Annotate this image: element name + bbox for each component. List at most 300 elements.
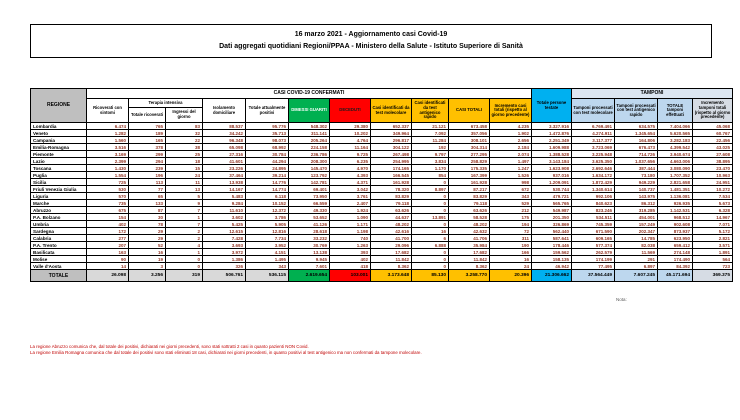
value-cell-terapia_intensiva_ingressi_del_giorno: 1: [166, 249, 203, 256]
value-cell-terapia_intensiva_totale: 113: [129, 179, 166, 186]
value-cell-totale_tamponi_effettuati: 3.940.674: [658, 151, 693, 158]
value-cell-ricoverati_con_sintomi: 163: [87, 249, 129, 256]
region-row: [31, 200, 733, 207]
value-cell-totale_persone_testate: 326.869: [532, 221, 572, 228]
value-cell-casi_test_molecolare: 267.498: [371, 151, 412, 158]
band-tamponi: TAMPONI: [572, 89, 733, 99]
totale-cell-isolamento_domiciliare: 506.761: [203, 270, 246, 282]
value-cell-tamponi_test_molecolare: 77.495: [572, 263, 615, 270]
header-casi-totali: CASI TOTALI: [449, 99, 490, 123]
value-cell-casi_test_molecolare: 17.682: [371, 249, 412, 256]
value-cell-terapia_intensiva_totale: 87: [129, 207, 166, 214]
value-cell-tamponi_test_antigenico_rapido: 14.785: [615, 235, 658, 242]
value-cell-ricoverati_con_sintomi: 1.282: [87, 130, 129, 137]
value-cell-incremento_tamponi_totali: 10.963: [693, 172, 733, 179]
region-name: Abruzzo: [31, 207, 87, 214]
value-cell-casi_totali: 308.101: [449, 137, 490, 144]
value-cell-tamponi_test_antigenico_rapido: 454.001: [615, 214, 658, 221]
value-cell-ricoverati_con_sintomi: 207: [87, 242, 129, 249]
value-cell-tamponi_test_antigenico_rapido: 143.975: [615, 193, 658, 200]
value-cell-incremento_tamponi_totali: 38.895: [693, 158, 733, 165]
header-deceduti: DECEDUTI: [330, 99, 371, 123]
value-cell-dimessi_guariti: 49.330: [289, 207, 330, 214]
region-name: Calabria: [31, 235, 87, 242]
value-cell-deceduti: 4.970: [330, 165, 371, 172]
value-cell-dimessi_guariti: 205.264: [289, 137, 330, 144]
header-dimessi-guariti: DIMESSI GUARITI: [289, 99, 330, 123]
value-cell-casi_totali: 357.056: [449, 130, 490, 137]
value-cell-casi_test_molecolare: 48.202: [371, 221, 412, 228]
region-name: Sicilia: [31, 179, 87, 186]
value-cell-casi_test_antigenico_rapido: 11.284: [412, 137, 449, 144]
value-cell-terapia_intensiva_totale: 133: [129, 200, 166, 207]
value-cell-totale_tamponi_effettuati: 4.399.542: [658, 144, 693, 151]
value-cell-casi_test_antigenico_rapido: 0: [412, 263, 449, 270]
region-row: [31, 179, 733, 186]
value-cell-totale_attualmente_positivi: 68.992: [246, 144, 289, 151]
value-cell-terapia_intensiva_totale: 16: [129, 249, 166, 256]
value-cell-incremento_casi_totali: 212: [490, 207, 532, 214]
value-cell-ricoverati_con_sintomi: 1.430: [87, 165, 129, 172]
value-cell-totale_persone_testate: 2.251.349: [532, 137, 572, 144]
value-cell-incremento_tamponi_totali: 27.608: [693, 151, 733, 158]
value-cell-terapia_intensiva_ingressi_del_giorno: 25: [166, 151, 203, 158]
value-cell-incremento_casi_totali: 16: [490, 256, 532, 263]
value-cell-terapia_intensiva_totale: 77: [129, 186, 166, 193]
value-cell-dimessi_guariti: 9.945: [289, 256, 330, 263]
value-cell-terapia_intensiva_ingressi_del_giorno: 15: [166, 165, 203, 172]
region-name: Friuli Venezia Giulia: [31, 186, 87, 193]
value-cell-dimessi_guariti: 145.470: [289, 165, 330, 172]
value-cell-dimessi_guariti: 73.950: [289, 193, 330, 200]
header-ricoverati: Ricoverati con sintomi: [87, 99, 129, 123]
region-name: Valle d'Aosta: [31, 263, 87, 270]
value-cell-casi_test_molecolare: 161.928: [371, 179, 412, 186]
value-cell-totale_attualmente_positivi: 7.734: [246, 235, 289, 242]
value-cell-tamponi_test_molecolare: 174.199: [572, 256, 615, 263]
value-cell-tamponi_test_antigenico_rapido: 140.737: [615, 186, 658, 193]
value-cell-totale_attualmente_positivi: 35.713: [246, 130, 289, 137]
bulletin-date-title: 16 marzo 2021 - Aggiornamento casi Covid-19: [294, 31, 448, 38]
value-cell-isolamento_domiciliare: 37.464: [203, 172, 246, 179]
value-cell-casi_test_antigenico_rapido: 0: [412, 256, 449, 263]
value-cell-casi_totali: 11.842: [449, 256, 490, 263]
value-cell-deceduti: 1.924: [330, 207, 371, 214]
value-cell-totale_attualmente_positivi: 30.784: [246, 151, 289, 158]
value-cell-dimessi_guariti: 548.302: [289, 123, 330, 130]
value-cell-totale_persone_testate: 530.744: [532, 186, 572, 193]
value-cell-terapia_intensiva_ingressi_del_giorno: 18: [166, 158, 203, 165]
value-cell-casi_test_molecolare: 78.320: [371, 186, 412, 193]
value-cell-totale_tamponi_effettuati: 3.282.183: [658, 137, 693, 144]
value-cell-isolamento_domiciliare: 12.615: [203, 228, 246, 235]
value-cell-casi_test_molecolare: 79.118: [371, 200, 412, 207]
value-cell-incremento_casi_totali: 311: [490, 235, 532, 242]
value-cell-incremento_casi_totali: 4.235: [490, 123, 532, 130]
value-cell-isolamento_domiciliare: 9.284: [203, 200, 246, 207]
region-row: [31, 193, 733, 200]
value-cell-totale_persone_testate: 1.209.091: [532, 179, 572, 186]
value-cell-totale_persone_testate: 565.765: [532, 200, 572, 207]
value-cell-totale_attualmente_positivi: 5.905: [246, 221, 289, 228]
value-cell-casi_test_molecolare: 63.626: [371, 207, 412, 214]
value-cell-totale_attualmente_positivi: 4.151: [246, 249, 289, 256]
value-cell-totale_tamponi_effettuati: 84.392: [658, 263, 693, 270]
region-row: [31, 221, 733, 228]
value-cell-terapia_intensiva_totale: 378: [129, 144, 166, 151]
totale-row: [31, 270, 733, 282]
header-isolamento: Isolamento domiciliare: [203, 99, 246, 123]
value-cell-tamponi_test_antigenico_rapido: 676.473: [615, 144, 658, 151]
value-cell-terapia_intensiva_totale: 239: [129, 165, 166, 172]
value-cell-totale_persone_testate: 159.562: [532, 249, 572, 256]
region-row: [31, 228, 733, 235]
value-cell-totale_tamponi_effettuati: 623.950: [658, 235, 693, 242]
value-cell-tamponi_test_antigenico_rapido: 11.569: [615, 249, 658, 256]
value-cell-terapia_intensiva_ingressi_del_giorno: 9: [166, 200, 203, 207]
value-cell-casi_test_molecolare: 174.165: [371, 165, 412, 172]
value-cell-casi_totali: 58.528: [449, 214, 490, 221]
value-cell-casi_test_molecolare: 296.817: [371, 137, 412, 144]
value-cell-incremento_tamponi_totali: 10.272: [693, 186, 733, 193]
region-name: P.A. Trento: [31, 242, 87, 249]
value-cell-isolamento_domiciliare: 326: [203, 263, 246, 270]
value-cell-incremento_tamponi_totali: 6.328: [693, 207, 733, 214]
value-cell-terapia_intensiva_ingressi_del_giorno: 0: [166, 256, 203, 263]
value-cell-deceduti: 1.198: [330, 228, 371, 235]
value-cell-casi_test_antigenico_rapido: 7.092: [412, 130, 449, 137]
value-cell-tamponi_test_molecolare: 1.872.429: [572, 179, 615, 186]
value-cell-totale_persone_testate: 201.350: [532, 214, 572, 221]
value-cell-deceduti: 6.235: [330, 158, 371, 165]
value-cell-totale_tamponi_effettuati: 5.620.565: [658, 130, 693, 137]
value-cell-dimessi_guariti: 208.300: [289, 158, 330, 165]
value-cell-deceduti: 1.263: [330, 242, 371, 249]
region-row: [31, 235, 733, 242]
value-cell-incremento_casi_totali: 343: [490, 193, 532, 200]
value-cell-deceduti: 402: [330, 256, 371, 263]
value-cell-tamponi_test_molecolare: 3.225.948: [572, 151, 615, 158]
value-cell-isolamento_domiciliare: 3.693: [203, 242, 246, 249]
region-name: Basilicata: [31, 249, 87, 256]
value-cell-totale_tamponi_effettuati: 174.490: [658, 256, 693, 263]
value-cell-isolamento_domiciliare: 23.226: [203, 165, 246, 172]
value-cell-terapia_intensiva_ingressi_del_giorno: 11: [166, 179, 203, 186]
value-cell-incremento_casi_totali: 998: [490, 179, 532, 186]
value-cell-totale_attualmente_positivi: 6.118: [246, 193, 289, 200]
value-cell-isolamento_domiciliare: 27.316: [203, 151, 246, 158]
value-cell-isolamento_domiciliare: 11.610: [203, 207, 246, 214]
header-regione: REGIONE: [31, 89, 87, 123]
value-cell-ricoverati_con_sintomi: 3.169: [87, 151, 129, 158]
value-cell-deceduti: 4.764: [330, 137, 371, 144]
value-cell-casi_test_antigenico_rapido: 3.834: [412, 158, 449, 165]
value-cell-dimessi_guariti: 224.158: [289, 144, 330, 151]
value-cell-terapia_intensiva_totale: 189: [129, 130, 166, 137]
value-cell-ricoverati_con_sintomi: 14: [87, 263, 129, 270]
value-cell-deceduti: 393: [330, 249, 371, 256]
value-cell-totale_tamponi_effettuati: 926.935: [658, 200, 693, 207]
value-cell-totale_tamponi_effettuati: 873.937: [658, 228, 693, 235]
value-cell-incremento_casi_totali: 2.074: [490, 151, 532, 158]
value-cell-incremento_casi_totali: 24: [490, 263, 532, 270]
totale-cell-totale_attualmente_positivi: 536.115: [246, 270, 289, 282]
value-cell-incremento_tamponi_totali: 60.767: [693, 130, 733, 137]
value-cell-casi_totali: 175.335: [449, 165, 490, 172]
value-cell-casi_totali: 673.458: [449, 123, 490, 130]
value-cell-casi_totali: 167.399: [449, 172, 490, 179]
value-cell-tamponi_test_molecolare: 745.359: [572, 221, 615, 228]
region-name: P.A. Bolzano: [31, 214, 87, 221]
value-cell-tamponi_test_molecolare: 3.625.350: [572, 158, 615, 165]
value-cell-ricoverati_con_sintomi: 402: [87, 221, 129, 228]
totale-cell-terapia_intensiva_totale: 3.256: [129, 270, 166, 282]
totale-cell-incremento_casi_totali: 20.396: [490, 270, 532, 282]
value-cell-totale_attualmente_positivi: 3.952: [246, 242, 289, 249]
value-cell-tamponi_test_molecolare: 4.274.911: [572, 130, 615, 137]
value-cell-terapia_intensiva_totale: 299: [129, 151, 166, 158]
value-cell-casi_totali: 79.118: [449, 200, 490, 207]
value-cell-incremento_casi_totali: 1.247: [490, 165, 532, 172]
value-cell-dimessi_guariti: 66.559: [289, 200, 330, 207]
value-cell-deceduti: 29.380: [330, 123, 371, 130]
totale-cell-ricoverati_con_sintomi: 26.098: [87, 270, 129, 282]
value-cell-deceduti: 3.042: [330, 186, 371, 193]
region-name: Lazio: [31, 158, 87, 165]
value-cell-totale_attualmente_positivi: 12.816: [246, 228, 289, 235]
value-cell-tamponi_test_antigenico_rapido: 714.726: [615, 151, 658, 158]
value-cell-deceduti: 3.761: [330, 193, 371, 200]
value-cell-tamponi_test_molecolare: 840.623: [572, 200, 615, 207]
totale-cell-terapia_intensiva_ingressi_del_giorno: 319: [166, 270, 203, 282]
value-cell-casi_totali: 83.829: [449, 193, 490, 200]
value-cell-tamponi_test_molecolare: 6.769.491: [572, 123, 615, 130]
value-cell-tamponi_test_antigenico_rapido: 157.249: [615, 221, 658, 228]
value-cell-terapia_intensiva_totale: 29: [129, 228, 166, 235]
totale-cell-incremento_tamponi_totali: 369.375: [693, 270, 733, 282]
value-cell-isolamento_domiciliare: 34.242: [203, 130, 246, 137]
value-cell-terapia_intensiva_ingressi_del_giorno: 24: [166, 172, 203, 179]
value-cell-incremento_tamponi_totali: 723: [693, 263, 733, 270]
header-incremento-casi: Incremento casi totali (rispetto al giorno precedente): [490, 99, 532, 123]
region-row: [31, 144, 733, 151]
value-cell-casi_totali: 87.217: [449, 186, 490, 193]
value-cell-totale_persone_testate: 1.623.908: [532, 165, 572, 172]
value-cell-dimessi_guariti: 123.792: [289, 172, 330, 179]
value-cell-ricoverati_con_sintomi: 570: [87, 193, 129, 200]
value-cell-totale_tamponi_effettuati: 274.148: [658, 249, 693, 256]
value-cell-terapia_intensiva_ingressi_del_giorno: 7: [166, 207, 203, 214]
value-cell-incremento_tamponi_totali: 2.821: [693, 235, 733, 242]
value-cell-dimessi_guariti: 53.652: [289, 214, 330, 221]
value-cell-terapia_intensiva_totale: 196: [129, 172, 166, 179]
header-persone-testate: Totale persone testate: [532, 89, 572, 123]
value-cell-isolamento_domiciliare: 5.425: [203, 221, 246, 228]
totale-cell-totale_tamponi_effettuati: 45.171.694: [658, 270, 693, 282]
value-cell-tamponi_test_molecolare: 1.340.614: [572, 186, 615, 193]
value-cell-tamponi_test_antigenico_rapido: 319.285: [615, 207, 658, 214]
value-cell-casi_test_molecolare: 44.637: [371, 214, 412, 221]
value-cell-terapia_intensiva_ingressi_del_giorno: 32: [166, 130, 203, 137]
value-cell-terapia_intensiva_totale: 30: [129, 214, 166, 221]
value-cell-ricoverati_con_sintomi: 675: [87, 207, 129, 214]
value-cell-incremento_casi_totali: 72: [490, 228, 532, 235]
value-cell-terapia_intensiva_totale: 78: [129, 221, 166, 228]
value-cell-deceduti: 2.407: [330, 200, 371, 207]
value-cell-totale_tamponi_effettuati: 1.142.531: [658, 207, 693, 214]
header-tamponi-antigenico: Tamponi processati con test antigenico rapido: [615, 99, 658, 123]
value-cell-casi_test_molecolare: 42.616: [371, 228, 412, 235]
totale-cell-totale_persone_testate: 21.306.662: [532, 270, 572, 282]
value-cell-ricoverati_con_sintomi: 530: [87, 186, 129, 193]
value-cell-totale_attualmente_positivi: 24.895: [246, 165, 289, 172]
value-cell-tamponi_test_antigenico_rapido: 291: [615, 256, 658, 263]
value-cell-tamponi_test_molecolare: 823.246: [572, 207, 615, 214]
value-cell-tamponi_test_molecolare: 262.579: [572, 249, 615, 256]
region-name: Campania: [31, 137, 87, 144]
value-cell-totale_attualmente_positivi: 1.495: [246, 256, 289, 263]
value-cell-casi_test_molecolare: 8.362: [371, 263, 412, 270]
value-cell-isolamento_domiciliare: 7.428: [203, 235, 246, 242]
value-cell-totale_tamponi_effettuati: 902.608: [658, 221, 693, 228]
value-cell-ricoverati_con_sintomi: 6.474: [87, 123, 129, 130]
value-cell-tamponi_test_molecolare: 3.117.377: [572, 137, 615, 144]
value-cell-deceduti: 740: [330, 235, 371, 242]
value-cell-terapia_intensiva_ingressi_del_giorno: 5: [166, 193, 203, 200]
value-cell-totale_persone_testate: 1.472.876: [532, 130, 572, 137]
value-cell-casi_test_molecolare: 41.700: [371, 235, 412, 242]
totale-cell-tamponi_test_antigenico_rapido: 7.607.245: [615, 270, 658, 282]
value-cell-incremento_casi_totali: 166: [490, 249, 532, 256]
value-cell-ricoverati_con_sintomi: 90: [87, 256, 129, 263]
totale-cell-casi_test_molecolare: 3.173.648: [371, 270, 412, 282]
value-cell-deceduti: 10.202: [330, 130, 371, 137]
value-cell-incremento_tamponi_totali: 45.068: [693, 123, 733, 130]
value-cell-totale_tamponi_effettuati: 3.080.090: [658, 165, 693, 172]
value-cell-ricoverati_con_sintomi: 735: [87, 200, 129, 207]
region-row: [31, 186, 733, 193]
value-cell-dimessi_guariti: 30.769: [289, 242, 330, 249]
value-cell-tamponi_test_antigenico_rapido: 1.037.656: [615, 158, 658, 165]
value-cell-tamponi_test_molecolare: 3.723.069: [572, 144, 615, 151]
region-row: [31, 123, 733, 130]
region-name: Toscana: [31, 165, 87, 172]
region-name: Umbria: [31, 221, 87, 228]
value-cell-incremento_casi_totali: 1.526: [490, 172, 532, 179]
value-cell-ricoverati_con_sintomi: 725: [87, 179, 129, 186]
value-cell-casi_test_antigenico_rapido: 21.121: [412, 123, 449, 130]
value-cell-casi_test_antigenico_rapido: 0: [412, 200, 449, 207]
value-cell-totale_attualmente_positivi: 10.152: [246, 200, 289, 207]
region-name: Lombardia: [31, 123, 87, 130]
footnote-abruzzo: La regione Abruzzo comunica che, dal totale dei positivi, dichiarati nei giorni precedenti, sono stati sottratti 2 casi in quanto pazienti NON Covid.: [30, 344, 309, 349]
header-incremento-tamponi: Incremento tamponi totali (rispetto al giorno precedente): [693, 99, 733, 123]
value-cell-casi_test_molecolare: 166.545: [371, 172, 412, 179]
table-body: [31, 123, 733, 282]
totale-cell-dimessi_guariti: 2.619.654: [289, 270, 330, 282]
region-row: [31, 165, 733, 172]
value-cell-totale_persone_testate: 178.446: [532, 242, 572, 249]
value-cell-totale_tamponi_effettuati: 968.512: [658, 214, 693, 221]
value-cell-totale_persone_testate: 479.721: [532, 193, 572, 200]
region-row: [31, 130, 733, 137]
value-cell-deceduti: 418: [330, 263, 371, 270]
region-row: [31, 214, 733, 221]
region-row: [31, 263, 733, 270]
value-cell-deceduti: 1.171: [330, 221, 371, 228]
value-cell-totale_persone_testate: 549.987: [532, 207, 572, 214]
totale-cell-deceduti: 103.001: [330, 270, 371, 282]
value-cell-tamponi_test_antigenico_rapido: 387.444: [615, 165, 658, 172]
value-cell-terapia_intensiva_ingressi_del_giorno: 38: [166, 144, 203, 151]
value-cell-terapia_intensiva_ingressi_del_giorno: 0: [166, 263, 203, 270]
value-cell-totale_attualmente_positivi: 3.786: [246, 214, 289, 221]
header-terapia-intensiva: Terapia intensiva: [129, 99, 203, 108]
value-cell-deceduti: 4.393: [330, 172, 371, 179]
value-cell-terapia_intensiva_totale: 294: [129, 158, 166, 165]
value-cell-incremento_casi_totali: 2.184: [490, 144, 532, 151]
value-cell-casi_totali: 63.626: [449, 207, 490, 214]
value-cell-tamponi_test_molecolare: 671.590: [572, 228, 615, 235]
value-cell-casi_totali: 35.984: [449, 242, 490, 249]
value-cell-totale_attualmente_positivi: 343: [246, 263, 289, 270]
value-cell-totale_persone_testate: 46.942: [532, 263, 572, 270]
value-cell-ricoverati_con_sintomi: 3.516: [87, 144, 129, 151]
value-cell-casi_test_antigenico_rapido: 0: [412, 193, 449, 200]
value-cell-totale_attualmente_positivi: 39.214: [246, 172, 289, 179]
footnotes: [30, 344, 590, 355]
totale-cell-tamponi_test_molecolare: 37.564.449: [572, 270, 615, 282]
value-cell-tamponi_test_molecolare: 577.374: [572, 242, 615, 249]
region-name: Piemonte: [31, 151, 87, 158]
side-note: Nota:: [616, 297, 627, 302]
region-row: [31, 207, 733, 214]
value-cell-totale_tamponi_effettuati: 1.136.081: [658, 193, 693, 200]
value-cell-totale_attualmente_positivi: 14.774: [246, 186, 289, 193]
value-cell-tamponi_test_antigenico_rapido: 82.038: [615, 242, 658, 249]
value-cell-terapia_intensiva_totale: 3: [129, 263, 166, 270]
region-row: [31, 256, 733, 263]
value-cell-tamponi_test_molecolare: 992.106: [572, 193, 615, 200]
value-cell-casi_test_antigenico_rapido: 6.888: [412, 242, 449, 249]
value-cell-casi_test_antigenico_rapido: 1.170: [412, 165, 449, 172]
value-cell-incremento_tamponi_totali: 43.025: [693, 144, 733, 151]
region-name: Molise: [31, 256, 87, 263]
value-cell-tamponi_test_antigenico_rapido: 949.229: [615, 179, 658, 186]
value-cell-ricoverati_con_sintomi: 277: [87, 235, 129, 242]
table-header: [31, 89, 733, 123]
value-cell-casi_test_molecolare: 652.337: [371, 123, 412, 130]
value-cell-casi_test_molecolare: 349.964: [371, 130, 412, 137]
covid-data-table: [30, 88, 733, 282]
value-cell-casi_test_antigenico_rapido: 9.797: [412, 151, 449, 158]
footnote-emilia-romagna: La regione Emilia Romagna comunica che dal totale dei positivi sono stati eliminati 18 casi, dichiarati nei giorni precedenti, in quanto positivi al test antigenico ma non confermati da tampone molecolare.: [30, 349, 422, 355]
value-cell-dimessi_guariti: 13.138: [289, 249, 330, 256]
value-cell-tamponi_test_antigenico_rapido: 164.806: [615, 137, 658, 144]
region-name: Emilia-Romagna: [31, 144, 87, 151]
value-cell-incremento_tamponi_totali: 7.071: [693, 221, 733, 228]
value-cell-isolamento_domiciliare: 13.938: [203, 179, 246, 186]
value-cell-totale_attualmente_positivi: 98.073: [246, 137, 289, 144]
value-cell-terapia_intensiva_ingressi_del_giorno: 2: [166, 235, 203, 242]
value-cell-terapia_intensiva_totale: 29: [129, 235, 166, 242]
value-cell-terapia_intensiva_ingressi_del_giorno: 4: [166, 242, 203, 249]
header-ti-totale-ricoverati: Totale ricoverati: [129, 108, 166, 123]
value-cell-casi_totali: 8.362: [449, 263, 490, 270]
region-row: [31, 151, 733, 158]
value-cell-isolamento_domiciliare: 3.602: [203, 214, 246, 221]
value-cell-terapia_intensiva_totale: 19: [129, 256, 166, 263]
